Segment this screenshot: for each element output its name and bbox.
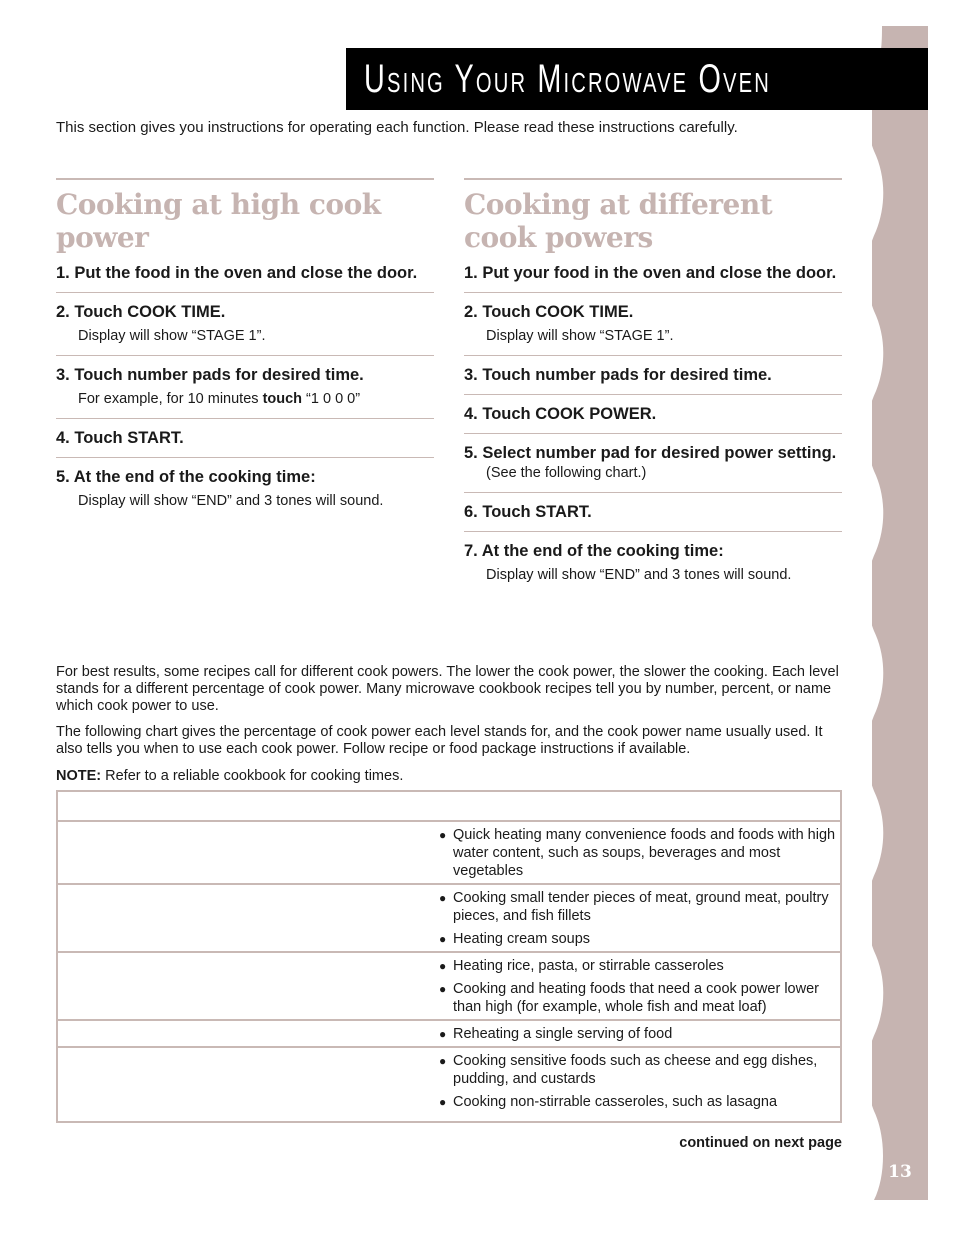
list-item: ● Cooking small tender pieces of meat, ground meat, poultry pieces, and fish fillets — [439, 889, 836, 925]
step-title: 5. Select number pad for desired power setting. — [464, 444, 837, 462]
step-title: 7. At the end of the cooking time: — [464, 542, 724, 560]
step-item — [464, 395, 842, 434]
step-item — [56, 356, 434, 419]
list-item: ● Cooking and heating foods that need a cook power lower than high (for example, whole fish and meat loaf) — [439, 980, 836, 1016]
section-rule — [56, 178, 434, 180]
left-section-heading: Cooking at high cook power — [56, 188, 381, 254]
bullet-list — [439, 957, 836, 1021]
list-item: ● Heating rice, pasta, or stirrable casseroles — [439, 957, 836, 975]
step-item — [464, 254, 842, 293]
page-title-bar — [346, 48, 928, 110]
bullet-list — [439, 889, 836, 953]
page-title: Using Your Microwave Oven — [364, 56, 771, 101]
note-bold: touch — [262, 391, 303, 407]
bullet-list — [439, 826, 836, 885]
note-text: “1 0 0 0” — [302, 391, 361, 407]
step-item — [464, 356, 842, 395]
bullet-list — [439, 1052, 836, 1116]
list-item: ● Cooking non-stirrable casseroles, such as lasagna — [439, 1093, 836, 1111]
page-number: 13 — [888, 1162, 912, 1182]
step-note: Display will show “END” and 3 tones will sound. — [78, 493, 384, 509]
step-note — [56, 390, 434, 408]
step-note: (See the following chart.) — [486, 465, 647, 481]
step-item — [56, 458, 434, 520]
step-item — [56, 254, 434, 293]
step-title: 1. Put your food in the oven and close the door. — [464, 264, 837, 282]
note-paragraph — [56, 768, 846, 785]
list-item: ● Cooking sensitive foods such as cheese and egg dishes, pudding, and custards — [439, 1052, 836, 1088]
step-note: Display will show “STAGE 1”. — [78, 328, 266, 344]
list-item: ● Heating cream soups — [439, 930, 836, 948]
list-item: ● Reheating a single serving of food — [439, 1025, 836, 1043]
table-row — [58, 1046, 840, 1123]
step-title: 3. Touch number pads for desired time. — [56, 366, 364, 384]
step-title: 6. Touch START. — [464, 503, 592, 521]
note-label: NOTE: — [56, 768, 102, 784]
step-title: 3. Touch number pads for desired time. — [464, 366, 772, 384]
right-section — [464, 178, 842, 594]
bullet-list — [439, 1025, 836, 1048]
step-item — [56, 419, 434, 458]
step-title: 2. Touch COOK TIME. — [56, 303, 226, 321]
step-item — [464, 493, 842, 532]
right-section-heading: Cooking at different cook powers — [464, 188, 773, 254]
step-title: 4. Touch START. — [56, 429, 184, 447]
body-paragraph: The following chart gives the percentage of cook power each level stands for, and the cook power name usually used. It also tells you when to use each cook power. Follow recipe or food package instructions if available. — [56, 724, 823, 757]
left-section — [56, 178, 434, 520]
step-title: 5. At the end of the cooking time: — [56, 468, 316, 486]
step-item — [56, 293, 434, 356]
table-row — [58, 1019, 840, 1046]
table-row — [58, 820, 840, 883]
step-title: 2. Touch COOK TIME. — [464, 303, 634, 321]
table-row — [58, 951, 840, 1019]
intro-text: This section gives you instructions for operating each function. Please read these instructions carefully. — [56, 119, 738, 136]
table-row — [58, 883, 840, 951]
step-item — [464, 293, 842, 356]
note-text: Refer to a reliable cookbook for cooking times. — [101, 768, 404, 784]
cook-power-table — [56, 790, 842, 1123]
step-title: 1. Put the food in the oven and close the door. — [56, 264, 418, 282]
step-item — [464, 434, 842, 493]
section-rule — [464, 178, 842, 180]
continued-note: continued on next page — [679, 1135, 842, 1151]
step-note: Display will show “END” and 3 tones will sound. — [486, 567, 792, 583]
note-text: For example, for 10 minutes — [78, 391, 263, 407]
step-note: Display will show “STAGE 1”. — [486, 328, 674, 344]
step-title: 4. Touch COOK POWER. — [464, 405, 657, 423]
side-tab-decoration — [872, 26, 928, 1200]
list-item: ● Quick heating many convenience foods and foods with high water content, such as soups, beverages and most vegetables — [439, 826, 836, 880]
body-paragraph: For best results, some recipes call for different cook powers. The lower the cook power, the slower the cooking. Each level stands for a different percentage of cook power. Many microwave cookbook recipes tell you by number, percent, or name which cook power to use. — [56, 664, 839, 714]
step-item — [464, 532, 842, 594]
